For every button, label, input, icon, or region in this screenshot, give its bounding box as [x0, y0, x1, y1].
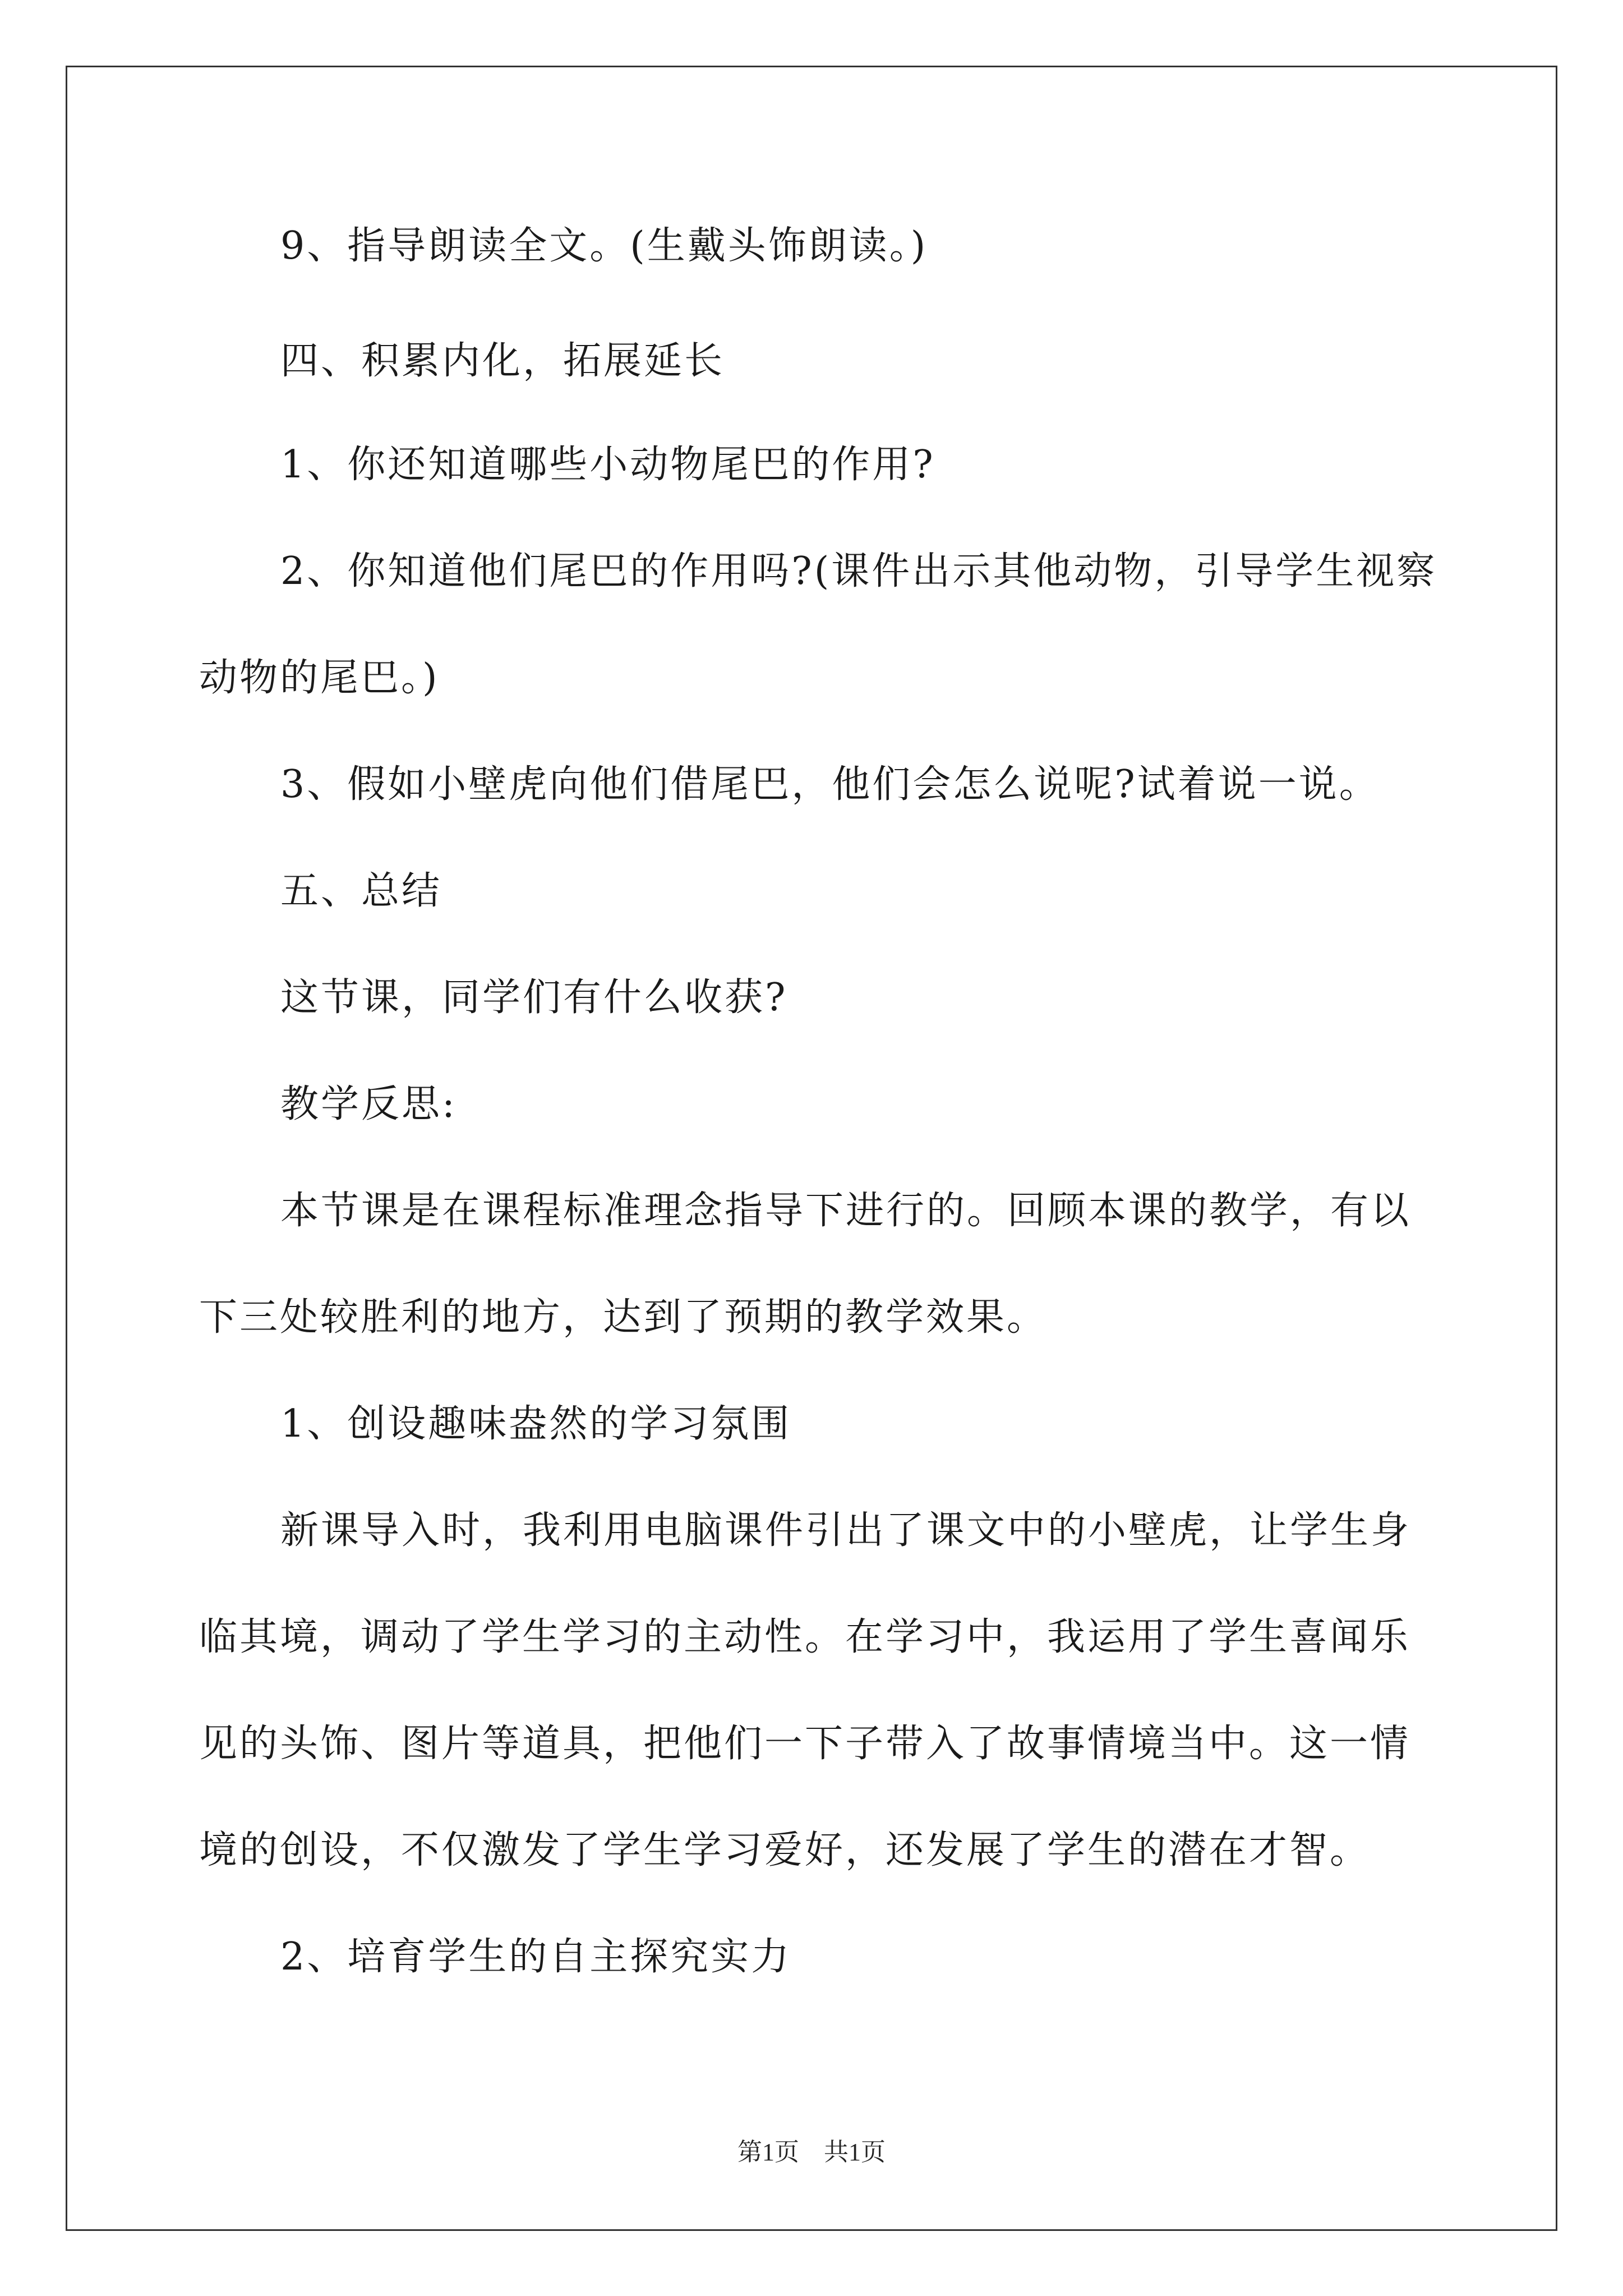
paragraph-line: 下三处较胜利的地方，达到了预期的教学效果。 [199, 1295, 1048, 1340]
paragraph-line: 本节课是在课程标准理念指导下进行的。回顾本课的教学，有以 [280, 1189, 1412, 1233]
paragraph-line: 2、培育学生的自主探究实力 [280, 1935, 792, 1979]
section-heading: 教学反思: [280, 1082, 457, 1126]
page-footer: 第1页 共1页 [737, 2138, 886, 2166]
paragraph-line: 9、指导朗读全文。(生戴头饰朗读。) [280, 224, 928, 268]
paragraph-line: 1、你还知道哪些小动物尾巴的作用? [280, 443, 935, 487]
paragraph-line: 动物的尾巴。) [199, 656, 440, 700]
paragraph-line: 这节课，同学们有什么收获? [280, 976, 788, 1020]
paragraph-line: 3、假如小壁虎向他们借尾巴，他们会怎么说呢?试着说一说。 [280, 762, 1380, 807]
paragraph-line: 见的头饰、图片等道具，把他们一下子带入了故事情境当中。这一情 [199, 1722, 1411, 1766]
paragraph-line: 2、你知道他们尾巴的作用吗?(课件出示其他动物，引导学生视察 [280, 549, 1437, 593]
page-border [66, 66, 1557, 2231]
paragraph-line: 新课导入时，我利用电脑课件引出了课文中的小壁虎，让学生身 [280, 1508, 1412, 1553]
paragraph-line: 境的创设，不仅激发了学生学习爱好，还发展了学生的潜在才智。 [199, 1828, 1371, 1872]
section-heading: 五、总结 [280, 869, 442, 913]
section-heading: 四、积累内化，拓展延长 [280, 339, 725, 383]
paragraph-line: 临其境，调动了学生学习的主动性。在学习中，我运用了学生喜闻乐 [199, 1615, 1411, 1659]
paragraph-line: 1、创设趣味盎然的学习氛围 [280, 1402, 792, 1446]
